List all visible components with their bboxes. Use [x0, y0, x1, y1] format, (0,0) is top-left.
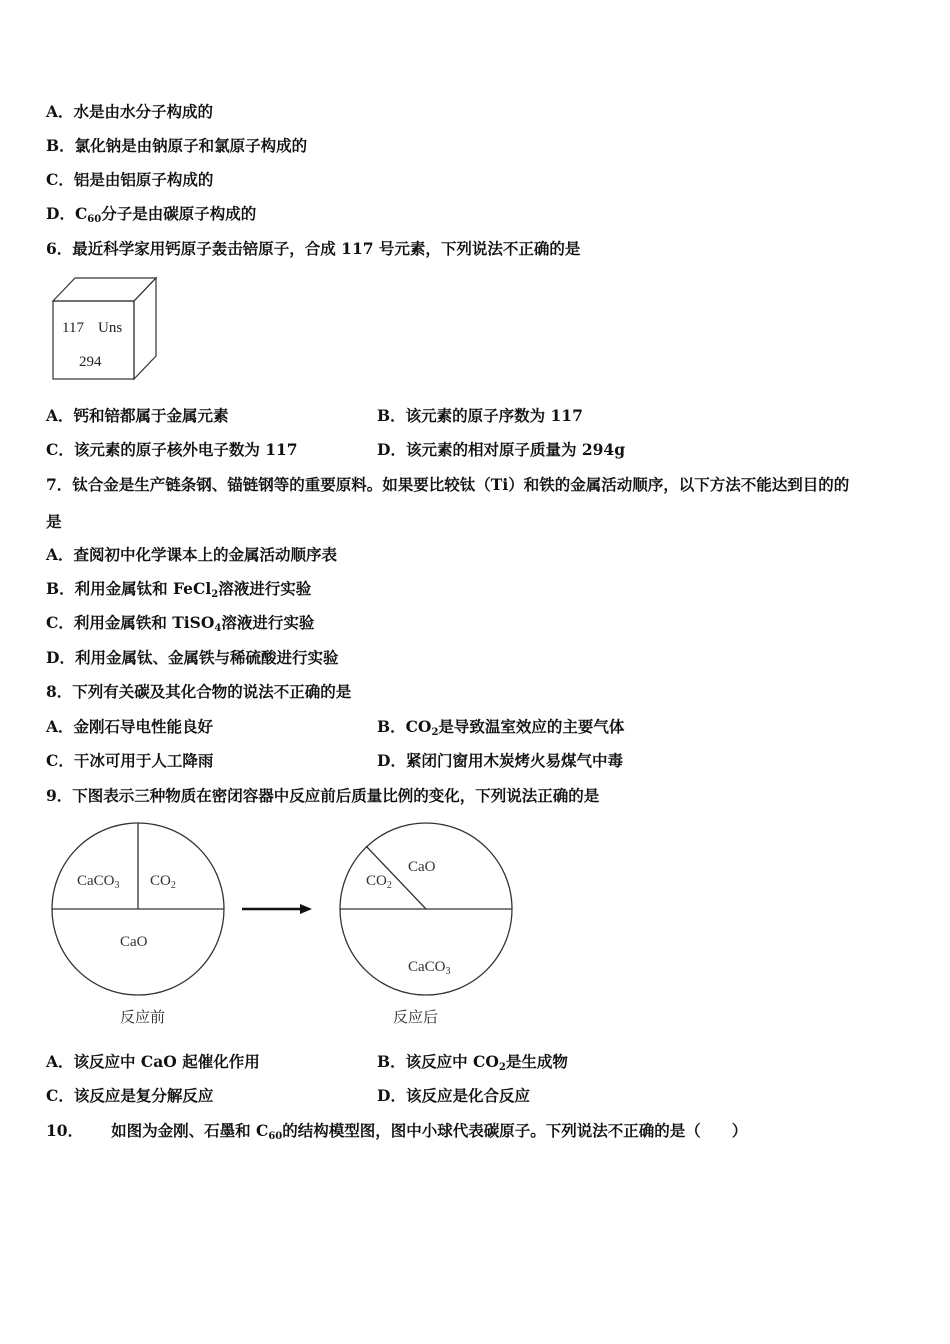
q10-stem: 10． 如图为金刚、石墨和 C60的结构模型图，图中小球代表碳原子。下列说法不正确的是（ ）	[46, 1121, 748, 1142]
q5-option-a: A．水是由水分子构成的	[46, 102, 214, 121]
q8-option-c: C．干冰可用于人工降雨	[46, 751, 214, 770]
reaction-pie-figure	[40, 815, 530, 1005]
pie-after-co2-label: $CO_2$	[366, 873, 392, 891]
element-symbol: Uns	[98, 320, 123, 336]
q5-option-d: D．C60分子是由碳原子构成的	[46, 204, 257, 225]
q6-stem: 6．最近科学家用钙原子轰击锫原子，合成 117 号元素，下列说法不正确的是	[46, 239, 581, 258]
q7-option-b: B．利用金属钛和 FeCl2溶液进行实验	[46, 579, 312, 600]
element-cell-figure	[50, 276, 160, 382]
pie-after-caco3-label: CaCO$_3$	[408, 959, 451, 977]
q9-option-a: A．该反应中 CaO 起催化作用	[46, 1052, 260, 1071]
q9-option-c: C．该反应是复分解反应	[46, 1086, 214, 1105]
q8-option-b: B．CO2是导致温室效应的主要气体	[377, 717, 625, 738]
q5-option-c: C．铝是由铝原子构成的	[46, 170, 214, 189]
element-number: 117	[62, 320, 84, 336]
q6-option-a: A．钙和锫都属于金属元素	[46, 406, 229, 425]
q5-option-b: B．氯化钠是由钠原子和氯原子构成的	[46, 136, 308, 155]
q6-option-c: C．该元素的原子核外电子数为 117	[46, 440, 298, 459]
q7-option-a: A．查阅初中化学课本上的金属活动顺序表	[46, 545, 338, 564]
q9-option-d: D．该反应是化合反应	[377, 1086, 530, 1105]
pie-before-cao-label: CaO	[120, 934, 148, 950]
q8-option-a: A．金刚石导电性能良好	[46, 717, 214, 736]
q7-stem: 7．钛合金是生产链条钢、锚链钢等的重要原料。如果要比较钛（Ti）和铁的金属活动顺序，以下方法不能达到目的的	[46, 475, 850, 494]
q8-option-d: D．紧闭门窗用木炭烤火易煤气中毒	[377, 751, 623, 770]
q6-option-d: D．该元素的相对原子质量为 294g	[377, 440, 626, 459]
q9-option-b: B．该反应中 CO2是生成物	[377, 1052, 568, 1073]
pie-before-caption: 反应前	[120, 1008, 166, 1026]
pie-before-caco3-label: CaCO$_3$	[77, 873, 120, 891]
pie-after-cao-label: CaO	[408, 859, 436, 875]
pie-after-caption: 反应后	[393, 1008, 439, 1026]
pie-before-co2-label: $CO_2$	[150, 873, 176, 891]
q9-stem: 9．下图表示三种物质在密闭容器中反应前后质量比例的变化，下列说法正确的是	[46, 786, 600, 805]
q7-stem-cont: 是	[46, 512, 62, 531]
q6-option-b: B．该元素的原子序数为 117	[377, 406, 583, 425]
q8-stem: 8．下列有关碳及其化合物的说法不正确的是	[46, 682, 352, 701]
q7-option-d: D．利用金属钛、金属铁与稀硫酸进行实验	[46, 648, 339, 667]
reaction-arrowhead	[300, 904, 312, 914]
element-mass: 294	[79, 354, 102, 370]
q7-option-c: C．利用金属铁和 TiSO4溶液进行实验	[46, 613, 315, 634]
